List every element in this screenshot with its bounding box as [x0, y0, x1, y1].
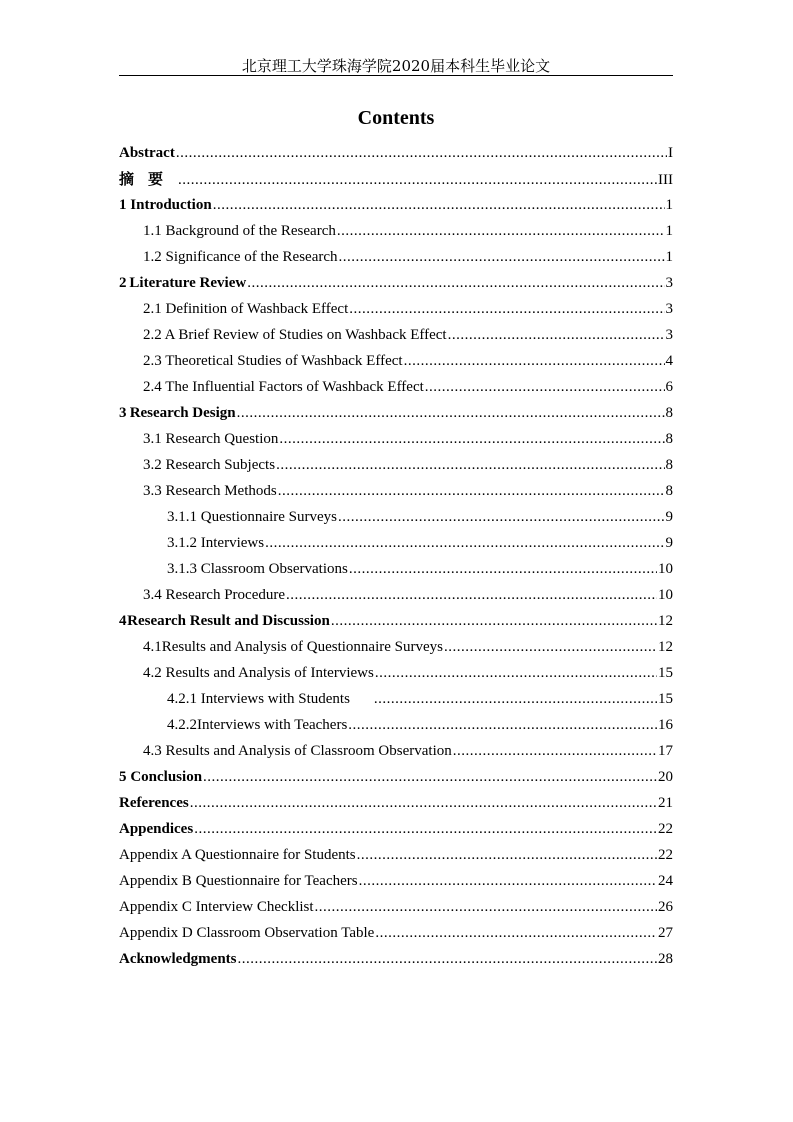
- toc-page: 17: [658, 743, 673, 759]
- toc-page: 1: [665, 249, 673, 265]
- toc-entry-acknowledgments[interactable]: [119, 946, 673, 972]
- toc-page: 1: [665, 197, 673, 213]
- toc-page: 16: [658, 717, 673, 733]
- toc-entry-3-1-2[interactable]: [119, 530, 673, 556]
- toc-entry-appendix-d[interactable]: [119, 920, 673, 946]
- toc-leader: [279, 426, 664, 452]
- toc-page: 27: [658, 925, 673, 941]
- toc-entry-zhaiyao[interactable]: [119, 166, 673, 192]
- toc-label: 3.1.2 Interviews: [167, 535, 265, 551]
- toc-leader: [315, 894, 657, 920]
- toc-page: 12: [658, 613, 673, 629]
- toc-entry-3-1-3[interactable]: [119, 556, 673, 582]
- toc-entry-3-1-1[interactable]: [119, 504, 673, 530]
- toc-page: 9: [665, 509, 673, 525]
- toc-label: 摘要: [119, 170, 178, 188]
- toc-label: Appendix C Interview Checklist: [119, 899, 314, 915]
- toc-leader: [237, 400, 665, 426]
- toc-label: 2.1 Definition of Washback Effect: [143, 301, 349, 317]
- toc-label: 4.2.2Interviews with Teachers: [167, 717, 348, 733]
- toc-leader: [278, 478, 665, 504]
- toc-leader: [338, 504, 665, 530]
- toc-label: 4.2 Results and Analysis of Interviews: [143, 665, 374, 681]
- toc-page: 8: [665, 405, 673, 421]
- toc-entry-chapter-1[interactable]: [119, 192, 673, 218]
- toc-page: 8: [665, 431, 673, 447]
- toc-page: 22: [658, 821, 673, 837]
- toc-page: 15: [658, 691, 673, 707]
- toc-entry-4-2[interactable]: [119, 660, 673, 686]
- toc-entry-3-4[interactable]: [119, 582, 673, 608]
- toc-leader: [265, 530, 664, 556]
- toc-page: 20: [658, 769, 673, 785]
- toc-page: 10: [658, 561, 673, 577]
- toc-page: 22: [658, 847, 673, 863]
- toc-page: 10: [658, 587, 673, 603]
- toc-entry-1-1[interactable]: [119, 218, 673, 244]
- toc-page: 3: [665, 301, 673, 317]
- toc-leader: [349, 296, 664, 322]
- toc-label: Introduction: [130, 197, 212, 213]
- toc-entry-2-1[interactable]: [119, 296, 673, 322]
- toc-entry-chapter-3[interactable]: [119, 400, 673, 426]
- toc-entry-4-1[interactable]: [119, 634, 673, 660]
- toc-leader: [194, 816, 657, 842]
- toc-page: I: [668, 145, 673, 161]
- toc-leader: [213, 192, 665, 218]
- toc-page: 8: [665, 483, 673, 499]
- toc-page: 26: [658, 899, 673, 915]
- toc-leader: [404, 348, 665, 374]
- toc-leader: [286, 582, 657, 608]
- toc-label: Research Result and Discussion: [127, 613, 330, 629]
- header-rule: [119, 75, 673, 76]
- toc-leader: [348, 712, 657, 738]
- toc-label: Appendix D Classroom Observation Table: [119, 925, 375, 941]
- toc-page: 9: [665, 535, 673, 551]
- toc-label: 3.1.1 Questionnaire Surveys: [167, 509, 337, 525]
- toc-label: 3.1 Research Question: [143, 431, 279, 447]
- toc-entry-appendices[interactable]: [119, 816, 673, 842]
- toc-label: Literature Review: [129, 275, 247, 291]
- toc-leader: [375, 920, 657, 946]
- toc-entry-references[interactable]: [119, 790, 673, 816]
- table-of-contents: [119, 140, 673, 972]
- toc-leader: [337, 218, 665, 244]
- toc-leader: [276, 452, 664, 478]
- toc-leader: [203, 764, 657, 790]
- toc-entry-1-2[interactable]: [119, 244, 673, 270]
- toc-page: 1: [665, 223, 673, 239]
- toc-entry-3-3[interactable]: [119, 478, 673, 504]
- toc-leader: [349, 556, 657, 582]
- toc-leader: [331, 608, 657, 634]
- toc-label: 1.1 Background of the Research: [143, 223, 336, 239]
- toc-entry-appendix-c[interactable]: [119, 894, 673, 920]
- toc-page: 24: [658, 873, 673, 889]
- toc-label: 2.3 Theoretical Studies of Washback Effect: [143, 353, 403, 369]
- toc-leader: [425, 374, 665, 400]
- toc-label: Research Design: [129, 405, 236, 421]
- toc-leader: [453, 738, 657, 764]
- toc-chapter-number: 4: [119, 613, 127, 629]
- toc-label: 3.3 Research Methods: [143, 483, 277, 499]
- toc-entry-chapter-2[interactable]: [119, 270, 673, 296]
- toc-entry-chapter-4[interactable]: [119, 608, 673, 634]
- toc-entry-3-2[interactable]: [119, 452, 673, 478]
- toc-leader: [357, 842, 657, 868]
- toc-leader: [178, 167, 657, 193]
- toc-chapter-number: 2: [119, 275, 127, 291]
- toc-leader: [375, 660, 657, 686]
- toc-label: 1.2 Significance of the Research: [143, 249, 338, 265]
- toc-page: 12: [658, 639, 673, 655]
- toc-leader: [176, 140, 667, 166]
- toc-label: 3.1.3 Classroom Observations: [167, 561, 348, 577]
- toc-label: 2.4 The Influential Factors of Washback Effect: [143, 379, 424, 395]
- toc-chapter-number: 5: [119, 769, 127, 785]
- toc-leader: [448, 322, 665, 348]
- toc-entry-4-3[interactable]: [119, 738, 673, 764]
- toc-entry-2-2[interactable]: [119, 322, 673, 348]
- toc-label: Appendices: [119, 821, 194, 837]
- toc-leader: [374, 686, 657, 712]
- toc-entry-appendix-a[interactable]: [119, 842, 673, 868]
- toc-page: 3: [665, 275, 673, 291]
- toc-leader: [247, 270, 664, 296]
- toc-page: 3: [665, 327, 673, 343]
- toc-entry-chapter-5[interactable]: [119, 764, 673, 790]
- toc-label: 2.2 A Brief Review of Studies on Washback Effect: [143, 327, 447, 343]
- toc-label: Acknowledgments: [119, 951, 237, 967]
- toc-leader: [444, 634, 657, 660]
- page-header: 北京理工大学珠海学院2020届本科生毕业论文: [241, 57, 551, 75]
- toc-chapter-number: 1: [119, 197, 127, 213]
- toc-page: 8: [665, 457, 673, 473]
- toc-leader: [359, 868, 657, 894]
- page-title: Contents: [357, 107, 435, 129]
- toc-page: III: [658, 172, 673, 188]
- toc-label: 4.1Results and Analysis of Questionnaire Surveys: [143, 639, 443, 655]
- toc-leader: [238, 946, 657, 972]
- toc-entry-3-1[interactable]: [119, 426, 673, 452]
- toc-label: Appendix A Questionnaire for Students: [119, 847, 356, 863]
- toc-label: 3.2 Research Subjects: [143, 457, 276, 473]
- toc-leader: [339, 244, 665, 270]
- toc-label: 4.2.1 Interviews with Students: [167, 691, 350, 707]
- toc-label: References: [119, 795, 189, 811]
- toc-page: 6: [665, 379, 673, 395]
- toc-label: 3.4 Research Procedure: [143, 587, 286, 603]
- toc-entry-2-3[interactable]: [119, 348, 673, 374]
- toc-page: 21: [658, 795, 673, 811]
- toc-page: 28: [658, 951, 673, 967]
- toc-entry-abstract[interactable]: [119, 140, 673, 166]
- toc-page: 4: [665, 353, 673, 369]
- toc-entry-4-2-2[interactable]: [119, 712, 673, 738]
- toc-entry-appendix-b[interactable]: [119, 868, 673, 894]
- toc-label: Conclusion: [130, 769, 203, 785]
- toc-leader: [190, 790, 657, 816]
- toc-entry-2-4[interactable]: [119, 374, 673, 400]
- toc-chapter-number: 3: [119, 405, 127, 421]
- toc-entry-4-2-1[interactable]: [119, 686, 673, 712]
- toc-label: 4.3 Results and Analysis of Classroom Observation: [143, 743, 452, 759]
- toc-label: Abstract: [119, 145, 175, 161]
- toc-page: 15: [658, 665, 673, 681]
- toc-label: Appendix B Questionnaire for Teachers: [119, 873, 358, 889]
